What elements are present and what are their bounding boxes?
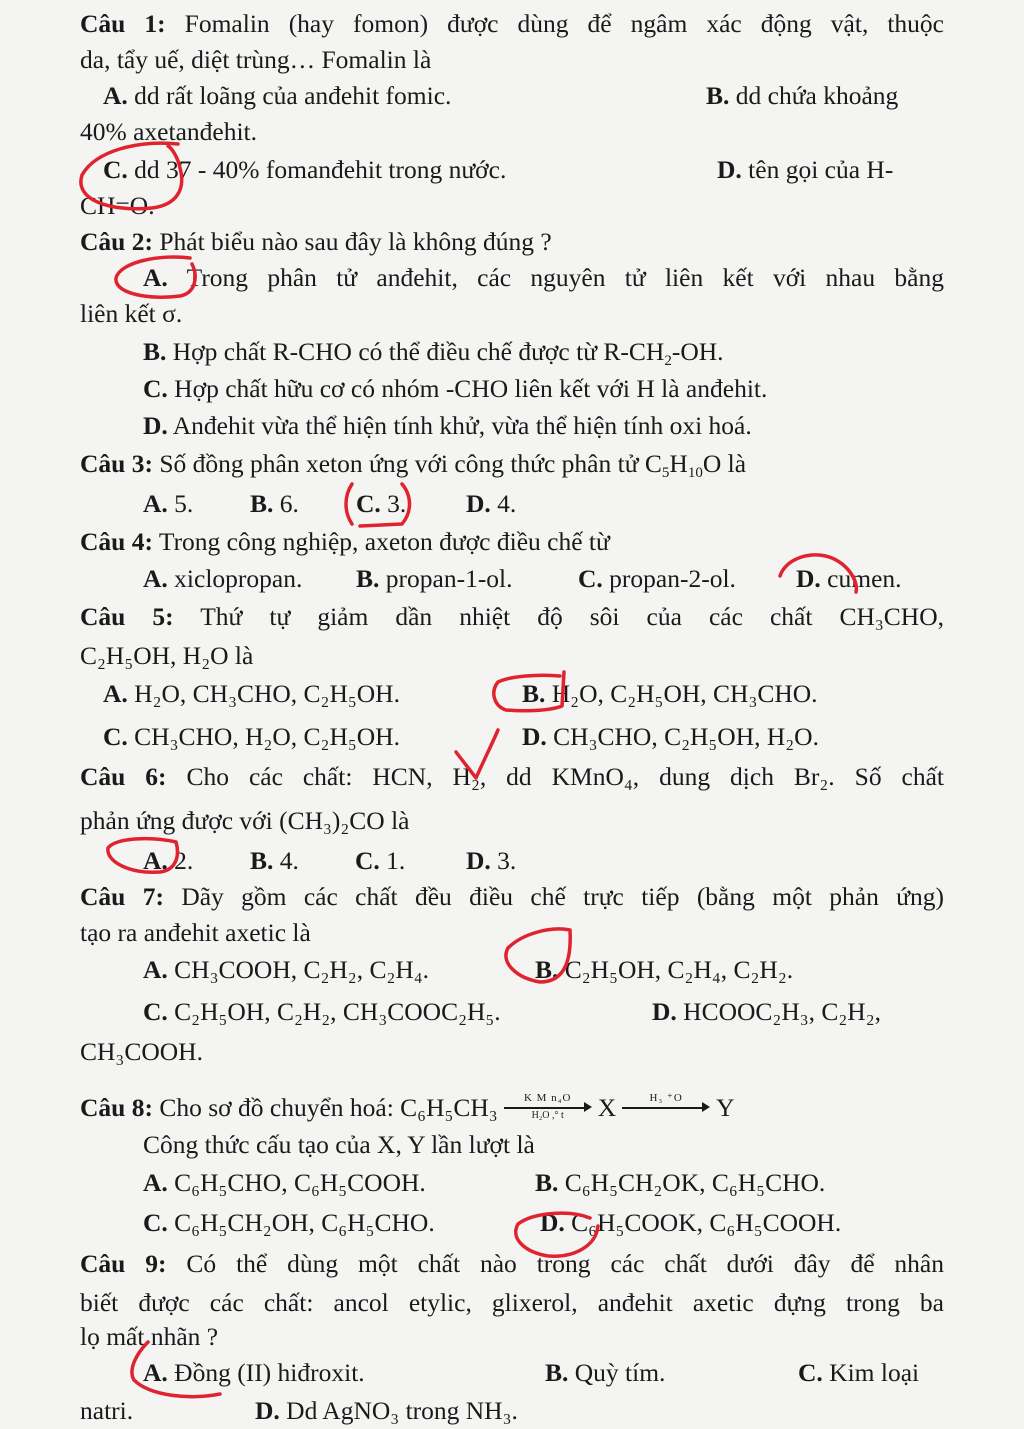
q8-option-a: A. C₆H₅CHO, C₆H₅COOH. xyxy=(143,1168,426,1197)
q1-stem1: Fomalin (hay fomon) được dùng để ngâm xác động vật, thuộc xyxy=(184,9,944,38)
q7-option-d-cont: CH₃COOH. xyxy=(80,1037,203,1066)
q2-option-d: D. Anđehit vừa thể hiện tính khử, vừa thể hiện tính oxi hoá. xyxy=(143,411,752,440)
q6-option-a: A. 2. xyxy=(143,846,194,875)
q5-option-b: B. H₂O, C₂H₅OH, CH₃CHO. xyxy=(522,679,818,708)
q6-option-b: B. 4. xyxy=(250,846,299,875)
q8-stem: Câu 8: Cho sơ đồ chuyển hoá: C₆H₅CH₃ $\frac{\text{K M n₄O}}{\text{H₂O ,° t}}$ X H₃ ⁺O Y xyxy=(80,1092,735,1122)
q1-option-c: C. dd 37 - 40% fomanđehit trong nước. xyxy=(103,155,507,184)
q5-option-a: A. H₂O, CH₃CHO, C₂H₅OH. xyxy=(103,679,400,708)
q8-arrow-2: H₃ ⁺O xyxy=(622,1092,710,1122)
q4-stem: Câu 4: Trong công nghiệp, axeton được điều chế từ xyxy=(80,527,610,556)
q4-option-a: A. xiclopropan. xyxy=(143,564,303,593)
q1-label: Câu 1: xyxy=(80,9,166,38)
q7-option-c: C. C₂H₅OH, C₂H₂, CH₃COOC₂H₅. xyxy=(143,997,501,1026)
q8-option-c: C. C₆H₅CH₂OH, C₆H₅CHO. xyxy=(143,1208,435,1237)
q5-stem-cont: C₂H₅OH, H₂O là xyxy=(80,641,254,670)
q1-option-a: A. dd rất loãng của anđehit fomic. xyxy=(103,81,452,110)
q2-option-a-cont: liên kết σ. xyxy=(80,299,183,328)
q1-stem-line2: da, tẩy uế, diệt trùng… Fomalin là xyxy=(80,45,432,74)
q8-stem-cont: Công thức cấu tạo của X, Y lần lượt là xyxy=(143,1130,535,1159)
q5-option-c: C. CH₃CHO, H₂O, C₂H₅OH. xyxy=(103,722,400,751)
q4-option-d: D. cumen. xyxy=(796,564,902,593)
q3-option-c: C. 3. xyxy=(356,489,407,518)
q1-option-b: B. dd chứa khoảng xyxy=(706,81,899,110)
q7-option-d: D. HCOOC₂H₃, C₂H₂, xyxy=(652,997,881,1026)
q9-option-c: C. Kim loại xyxy=(798,1358,920,1387)
q5-option-d: D. CH₃CHO, C₂H₅OH, H₂O. xyxy=(522,722,819,751)
q7-option-a: A. CH₃COOH, C₂H₂, C₂H₄. xyxy=(143,955,430,984)
q9-option-a: A. Đồng (II) hiđroxit. xyxy=(143,1358,365,1387)
q3-option-a: A. 5. xyxy=(143,489,194,518)
q1-option-d: D. tên gọi của H- xyxy=(717,155,894,184)
q6-option-c: C. 1. xyxy=(355,846,406,875)
q7-stem: Câu 7: Dãy gồm các chất đều điều chế trực tiếp (bằng một phản ứng) xyxy=(80,882,944,911)
q5-stem: Câu 5: Thứ tự giảm dần nhiệt độ sôi của các chất CH₃CHO, xyxy=(80,602,944,631)
q4-option-b: B. propan-1-ol. xyxy=(356,564,513,593)
q1-option-d-cont: CH=O. xyxy=(80,191,155,220)
q9-option-b: B. Quỳ tím. xyxy=(545,1358,666,1387)
q3-stem: Câu 3: Số đồng phân xeton ứng với công thức phân tử $C_5H_{10}O$ là xyxy=(80,449,747,481)
q9-option-c-cont: natri. xyxy=(80,1396,134,1425)
q9-stem: Câu 9: Có thể dùng một chất nào trong các chất dưới đây để nhân xyxy=(80,1249,944,1278)
q3-option-b: B. 6. xyxy=(250,489,299,518)
q3-option-d: D. 4. xyxy=(466,489,517,518)
q6-stem-cont: phản ứng được với (CH₃)₂CO là xyxy=(80,806,410,835)
q9-stem-cont1: biết được các chất: ancol etylic, glixerol, anđehit axetic đựng trong ba xyxy=(80,1288,944,1317)
q1-stem-line1 xyxy=(80,9,944,39)
q2-option-b: B. Hợp chất R-CHO có thể điều chế được từ $R-CH_2-OH$. xyxy=(143,337,724,369)
q6-stem: Câu 6: Cho các chất: HCN, H₂, dd KMnO₄, dung dịch Br₂. Số chất xyxy=(80,762,944,791)
q1-option-b-cont: 40% axetanđehit. xyxy=(80,117,258,146)
q7-option-b: B. C₂H₅OH, C₂H₄, C₂H₂. xyxy=(535,955,794,984)
q8-option-d: D. C₆H₅COOK, C₆H₅COOH. xyxy=(540,1208,842,1237)
q8-arrow-1: $\frac{\text{K M n₄O}}{\text{H₂O ,° t}}$ xyxy=(504,1092,592,1122)
q2-option-c: C. Hợp chất hữu cơ có nhóm -CHO liên kết với H là anđehit. xyxy=(143,374,768,403)
q2-stem: Câu 2: Phát biểu nào sau đây là không đúng ? xyxy=(80,227,552,256)
q6-option-d: D. 3. xyxy=(466,846,517,875)
q4-option-c: C. propan-2-ol. xyxy=(578,564,736,593)
q2-option-a: A. Trong phân tử anđehit, các nguyên tử liên kết với nhau bằng xyxy=(143,263,944,292)
q7-stem-cont: tạo ra anđehit axetic là xyxy=(80,918,311,947)
q9-option-d: D. Dd AgNO₃ trong NH₃. xyxy=(255,1396,518,1425)
q8-option-b: B. C₆H₅CH₂OK, C₆H₅CHO. xyxy=(535,1168,826,1197)
q9-stem-cont2: lọ mất nhãn ? xyxy=(80,1322,219,1351)
